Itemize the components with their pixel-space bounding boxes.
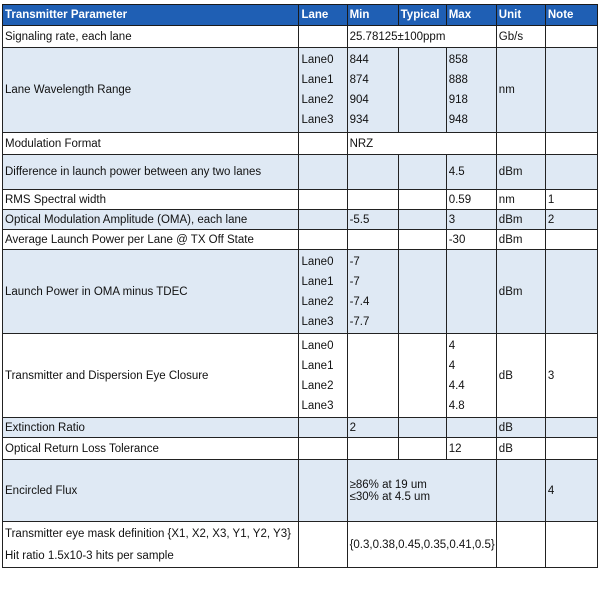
lane-label: Lane2 — [301, 94, 334, 106]
value-cell: NRZ — [347, 133, 496, 155]
unit-cell: dB — [496, 334, 545, 418]
value-cell: {0.3,0.38,0.45,0.35,0.41,0.5} — [347, 522, 496, 568]
header-note: Note — [545, 5, 597, 26]
unit-cell: dBm — [496, 230, 545, 250]
lane-label: Lane0 — [301, 54, 334, 66]
param-line: Transmitter eye mask definition {X1, X2, X3, Y1, Y2, Y3} — [5, 527, 291, 540]
header-min: Min — [347, 5, 398, 26]
lane-label: Lane1 — [301, 74, 334, 86]
min-value: 2 — [347, 418, 398, 438]
min-value: -5.5 — [347, 210, 398, 230]
min-value: -7.7 — [349, 315, 370, 328]
unit-cell: dBm — [496, 155, 545, 190]
max-value: 4.5 — [446, 155, 496, 190]
table-row — [3, 460, 598, 522]
param-cell: Optical Return Loss Tolerance — [3, 438, 299, 460]
max-value: 12 — [446, 438, 496, 460]
value-bottom: ≤30% at 4.5 um — [349, 490, 431, 503]
param-cell: Optical Modulation Amplitude (OMA), each lane — [3, 210, 299, 230]
table-row — [3, 48, 598, 133]
lane-label: Lane1 — [301, 359, 334, 372]
param-cell: Extinction Ratio — [3, 418, 299, 438]
max-value: 3 — [446, 210, 496, 230]
value-cell: 25.78125±100ppm — [347, 26, 496, 48]
param-cell: RMS Spectral width — [3, 190, 299, 210]
min-value: 844 — [349, 54, 369, 66]
table-row — [3, 190, 598, 210]
lane-label: Lane1 — [301, 275, 334, 288]
min-value: 904 — [349, 94, 369, 106]
table-row — [3, 155, 598, 190]
lane-label: Lane3 — [301, 399, 334, 412]
unit-cell: dBm — [496, 210, 545, 230]
table-row — [3, 522, 598, 568]
param-cell: Lane Wavelength Range — [3, 48, 299, 133]
header-lane: Lane — [299, 5, 347, 26]
header-max: Max — [446, 5, 496, 26]
param-cell: Average Launch Power per Lane @ TX Off State — [3, 230, 299, 250]
unit-cell: dBm — [496, 250, 545, 334]
note-cell: 1 — [545, 190, 597, 210]
unit-cell: nm — [496, 48, 545, 133]
table-row — [3, 334, 598, 418]
transmitter-spec-table — [2, 4, 598, 568]
unit-cell: Gb/s — [496, 26, 545, 48]
param-cell: Launch Power in OMA minus TDEC — [3, 250, 299, 334]
max-value: 4 — [448, 359, 456, 372]
lane-label: Lane3 — [301, 114, 334, 126]
param-cell: Transmitter and Dispersion Eye Closure — [3, 334, 299, 418]
lane-label: Lane3 — [301, 315, 334, 328]
header-row — [3, 5, 598, 26]
lane-label: Lane2 — [301, 379, 334, 392]
note-cell: 3 — [545, 334, 597, 418]
lane-label: Lane0 — [301, 339, 334, 352]
table-row — [3, 250, 598, 334]
min-value: 934 — [349, 114, 369, 126]
note-cell: 2 — [545, 210, 597, 230]
table-row — [3, 26, 598, 48]
unit-cell: dB — [496, 418, 545, 438]
table-row — [3, 210, 598, 230]
param-cell: Signaling rate, each lane — [3, 26, 299, 48]
max-value: 888 — [448, 74, 468, 86]
param-line: Hit ratio 1.5x10-3 hits per sample — [5, 549, 174, 562]
lane-label: Lane2 — [301, 295, 334, 308]
max-value: 918 — [448, 94, 468, 106]
min-value: 874 — [349, 74, 369, 86]
header-typical: Typical — [398, 5, 446, 26]
max-value: 4.4 — [448, 379, 465, 392]
max-value: 948 — [448, 114, 468, 126]
max-value: 858 — [448, 54, 468, 66]
unit-cell: dB — [496, 438, 545, 460]
param-cell: Encircled Flux — [3, 460, 299, 522]
min-value: -7 — [349, 255, 360, 268]
max-value: 0.59 — [446, 190, 496, 210]
header-unit: Unit — [496, 5, 545, 26]
table-row — [3, 133, 598, 155]
table-row — [3, 230, 598, 250]
min-value: -7 — [349, 275, 360, 288]
unit-cell: nm — [496, 190, 545, 210]
param-cell: Difference in launch power between any two lanes — [3, 155, 299, 190]
max-value: 4.8 — [448, 399, 465, 412]
note-cell: 4 — [545, 460, 597, 522]
max-value: -30 — [446, 230, 496, 250]
lane-label: Lane0 — [301, 255, 334, 268]
table-row — [3, 438, 598, 460]
max-value: 4 — [448, 339, 456, 352]
param-cell: Modulation Format — [3, 133, 299, 155]
table-row — [3, 418, 598, 438]
min-value: -7.4 — [349, 295, 370, 308]
header-parameter: Transmitter Parameter — [3, 5, 299, 26]
value-top: ≥86% at 19 um — [349, 478, 427, 491]
